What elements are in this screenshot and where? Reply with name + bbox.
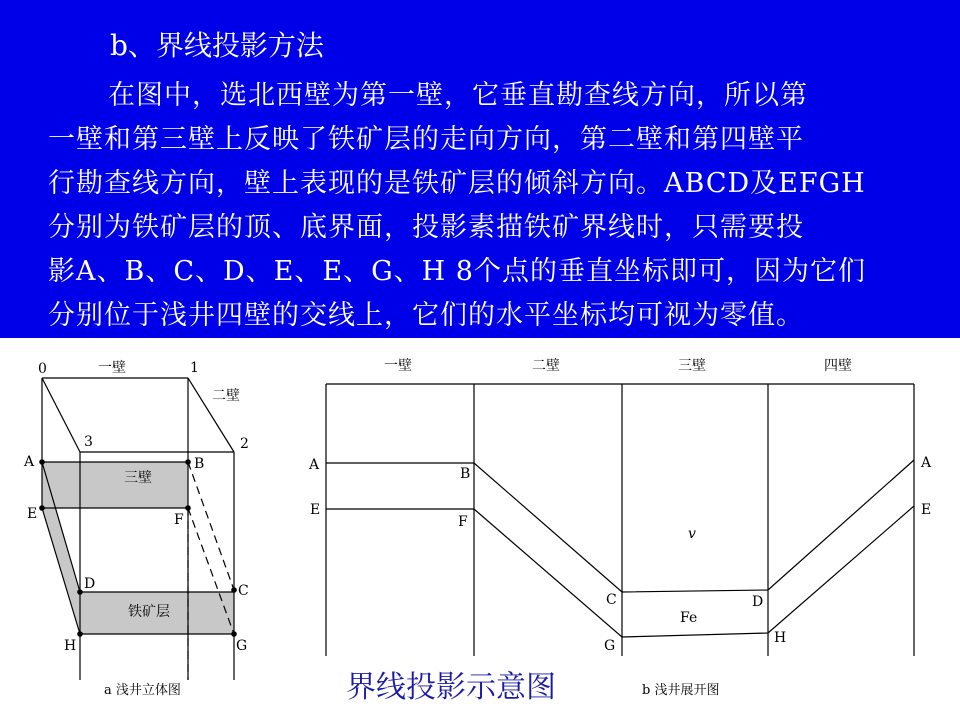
corner-label-1: 1 — [190, 360, 199, 376]
point-label-h: H — [64, 638, 77, 654]
corner-label-0: 0 — [38, 361, 47, 377]
explanation-paragraph — [0, 74, 960, 338]
figure-a-caption: a 浅井立体图 — [104, 683, 181, 698]
corner-label-2: 2 — [240, 436, 249, 452]
wall-label-3: 三壁 — [124, 470, 152, 486]
point-label-b: B — [194, 456, 205, 472]
paragraph-line: 分别为铁矿层的顶、底界面，投影素描铁矿界线时，只需要投 — [48, 212, 804, 243]
right-label-e: E — [921, 502, 932, 518]
point-label-a: A — [24, 454, 35, 470]
wall-label-2: 二壁 — [212, 388, 240, 404]
point-label-f: F — [174, 512, 184, 528]
paragraph-line: 在图中，选北西壁为第一壁，它垂直勘查线方向，所以第 — [108, 80, 808, 111]
paragraph-line: 一壁和第三壁上反映了铁矿层的走向方向，第二壁和第四壁平 — [48, 124, 804, 155]
ore-layer-label: 铁矿层 — [128, 604, 170, 620]
wall-label-1: 一壁 — [384, 358, 412, 374]
wall-label-1: 一壁 — [98, 360, 126, 376]
wall-label-2: 二壁 — [532, 358, 560, 374]
left-label-e: E — [310, 502, 321, 518]
right-label-a: A — [921, 455, 932, 471]
paragraph-line: 分别位于浅井四壁的交线上，它们的水平坐标均可视为零值。 — [48, 300, 804, 331]
corner-label-3: 3 — [84, 434, 93, 450]
fe-label: Fe — [680, 610, 698, 626]
point-label-e: E — [27, 506, 38, 522]
v-label: v — [688, 526, 696, 542]
point-label-h: H — [774, 630, 787, 646]
paragraph-line: 影A、B、C、D、E、E、G、H 8个点的垂直坐标即可，因为它们 — [48, 256, 866, 287]
point-label-g: G — [236, 638, 248, 654]
text-panel — [0, 0, 960, 338]
point-label-f: F — [458, 514, 468, 530]
section-heading: b、界线投影方法 — [110, 29, 324, 62]
figure-a-pit-3d — [40, 378, 236, 680]
wall-label-4: 四壁 — [824, 358, 852, 374]
figure-b-caption: b 浅井展开图 — [642, 683, 720, 698]
figure-b-pit-unfolded — [326, 384, 914, 656]
point-label-g: G — [604, 638, 616, 654]
top-surface-band — [42, 462, 188, 508]
paragraph-line: 行勘查线方向，壁上表现的是铁矿层的倾斜方向。ABCD及EFGH — [48, 168, 866, 199]
point-label-c: C — [606, 592, 617, 608]
main-caption: 界线投影示意图 — [346, 670, 556, 705]
point-label-d: D — [84, 576, 96, 592]
point-label-b: B — [460, 466, 471, 482]
point-label-d: D — [752, 594, 764, 610]
left-label-a: A — [309, 457, 320, 473]
wall-label-3: 三壁 — [678, 358, 706, 374]
point-label-c: C — [238, 583, 249, 599]
